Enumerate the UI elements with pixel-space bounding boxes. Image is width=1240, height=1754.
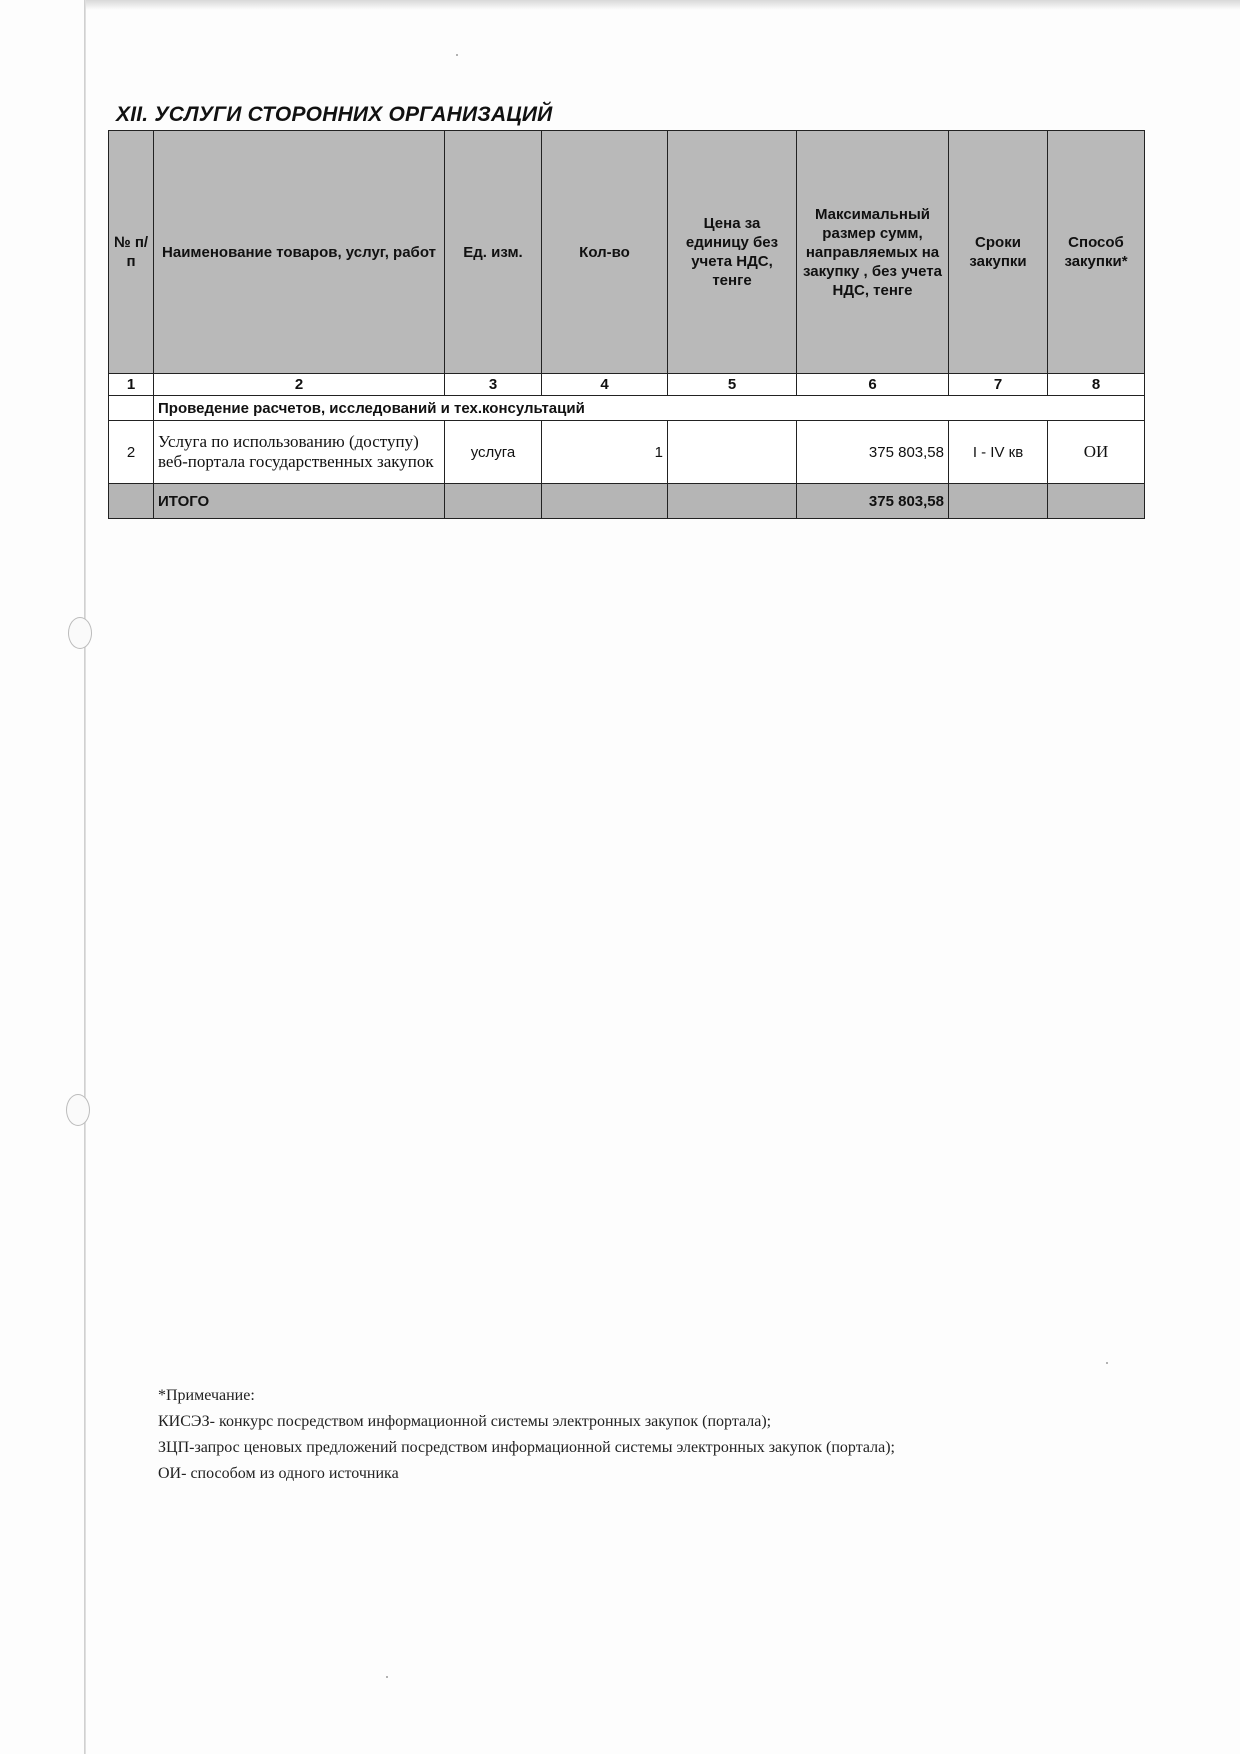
punch-hole <box>68 617 92 649</box>
column-number: 3 <box>445 374 542 396</box>
scan-binding-edge <box>84 0 86 1754</box>
row-period: I - IV кв <box>949 421 1048 484</box>
row-number: 2 <box>109 421 154 484</box>
row-unit: услуга <box>445 421 542 484</box>
header-cell-quantity: Кол-во <box>542 131 668 374</box>
row-quantity: 1 <box>542 421 668 484</box>
total-empty-cell <box>668 484 797 519</box>
total-row <box>109 484 1145 519</box>
column-number: 5 <box>668 374 797 396</box>
footnote-title: *Примечание: <box>158 1387 255 1404</box>
column-number: 2 <box>154 374 445 396</box>
scan-speck <box>386 1676 388 1678</box>
footnote <box>158 1383 895 1487</box>
row-max-sum: 375 803,58 <box>797 421 949 484</box>
header-cell-name: Наименование товаров, услуг, работ <box>154 131 445 374</box>
column-number: 8 <box>1048 374 1145 396</box>
total-max-sum: 375 803,58 <box>797 484 949 519</box>
group-label: Проведение расчетов, исследований и тех.консультаций <box>154 396 1145 421</box>
punch-hole <box>66 1094 90 1126</box>
total-spacer-cell <box>109 484 154 519</box>
scan-speck <box>456 54 458 56</box>
group-spacer-cell <box>109 396 154 421</box>
section-title: XII. УСЛУГИ СТОРОННИХ ОРГАНИЗАЦИЙ <box>116 103 553 126</box>
row-item-name: Услуга по использованию (доступу) веб-портала государственных закупок <box>154 421 445 484</box>
column-number: 4 <box>542 374 668 396</box>
column-number: 1 <box>109 374 154 396</box>
total-empty-cell <box>445 484 542 519</box>
header-cell-number: № п/п <box>109 131 154 374</box>
column-number: 6 <box>797 374 949 396</box>
footnote-line: ЗЦП-запрос ценовых предложений посредством информационной системы электронных закупок (портала); <box>158 1439 895 1456</box>
column-number-row <box>109 374 1145 396</box>
row-method: ОИ <box>1048 421 1145 484</box>
group-row <box>109 396 1145 421</box>
table-row <box>109 421 1145 484</box>
header-cell-max-sum: Максимальный размер сумм, направляемых на закупку , без учета НДС, тенге <box>797 131 949 374</box>
footnote-line: КИСЭЗ- конкурс посредством информационной системы электронных закупок (портала); <box>158 1413 772 1430</box>
header-cell-unit-price: Цена за единицу без учета НДС, тенге <box>668 131 797 374</box>
total-empty-cell <box>949 484 1048 519</box>
header-cell-period: Сроки закупки <box>949 131 1048 374</box>
total-empty-cell <box>1048 484 1145 519</box>
column-number: 7 <box>949 374 1048 396</box>
procurement-table <box>108 130 1145 519</box>
table-header-row <box>109 131 1145 374</box>
header-cell-unit: Ед. изм. <box>445 131 542 374</box>
scan-top-edge <box>86 0 1240 10</box>
total-empty-cell <box>542 484 668 519</box>
total-label: ИТОГО <box>154 484 445 519</box>
footnote-line: ОИ- способом из одного источника <box>158 1465 399 1482</box>
scan-speck <box>1106 1362 1108 1364</box>
header-cell-method: Способ закупки* <box>1048 131 1145 374</box>
row-unit-price <box>668 421 797 484</box>
